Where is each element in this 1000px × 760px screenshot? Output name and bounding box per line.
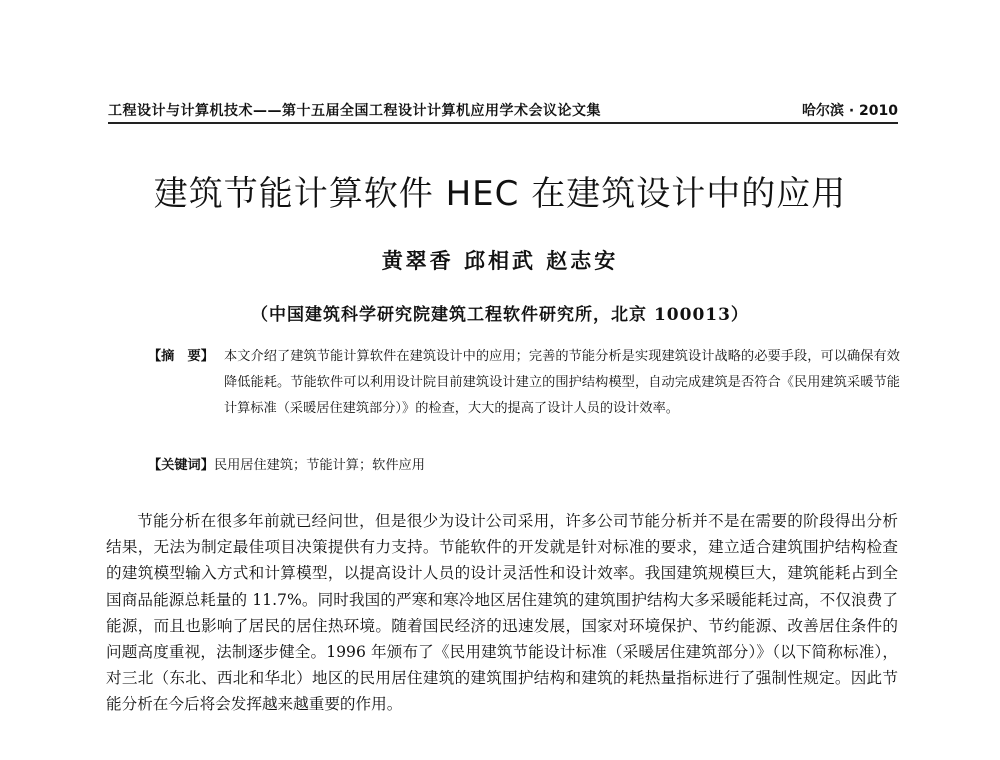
keywords-label: 【关键词】: [148, 458, 214, 473]
body-paragraph: 节能分析在很多年前就已经问世，但是很少为设计公司采用，许多公司节能分析并不是在需要的阶段得出分析结果，无法为制定最佳项目决策提供有力支持。节能软件的开发就是针对标准的要求，建立适合建筑围护结构检查的建筑模型输入方式和计算模型，以提高设计人员的设计灵活性和设计效率。我国建筑规模巨大，建筑能耗占到全国商品能源总耗量的 11.7%。同时我国的严寒和寒冷地区居住建筑的建筑围护结构大多采暖能耗过高，不仅浪费了能源，而且也影响了居民的居住热环境。随着国民经济的迅速发展，国家对环境保护、节约能源、改善居住条件的问题高度重视，法制逐步健全。1996 年颁布了《民用建筑节能设计标准（采暖居住建筑部分）》（以下简称标准），对三北（东北、西北和华北）地区的民用居住建筑的建筑围护结构和建筑的耗热量指标进行了强制性规定。因此节能分析在今后将会发挥越来越重要的作用。: [106, 512, 898, 714]
keywords-section: [148, 454, 425, 473]
paper-title: 建筑节能计算软件 HEC 在建筑设计中的应用: [153, 174, 847, 214]
abstract-label: 【摘 要】: [148, 349, 214, 364]
abstract-section: [148, 344, 900, 422]
paper-affiliation: （中国建筑科学研究院建筑工程软件研究所，北京 100013）: [251, 305, 749, 325]
keywords-text: 民用居住建筑；节能计算；软件应用: [213, 458, 425, 473]
paper-authors: 黄翠香 邱相武 赵志安: [381, 248, 619, 273]
running-header-journal: 工程设计与计算机技术——第十五届全国工程设计计算机应用学术会议论文集: [108, 103, 601, 119]
abstract-text: 本文介绍了建筑节能计算软件在建筑设计中的应用；完善的节能分析是实现建筑设计战略的必要手段，可以确保有效降低能耗。节能软件可以利用设计院目前建筑设计建立的围护结构模型，自动完成建筑是否符合《民用建筑采暖节能计算标准（采暖居住建筑部分）》的检查，大大的提高了设计人员的设计效率。: [224, 349, 900, 416]
running-header: [108, 98, 898, 124]
running-header-location-year: 哈尔滨 · 2010: [801, 103, 898, 119]
